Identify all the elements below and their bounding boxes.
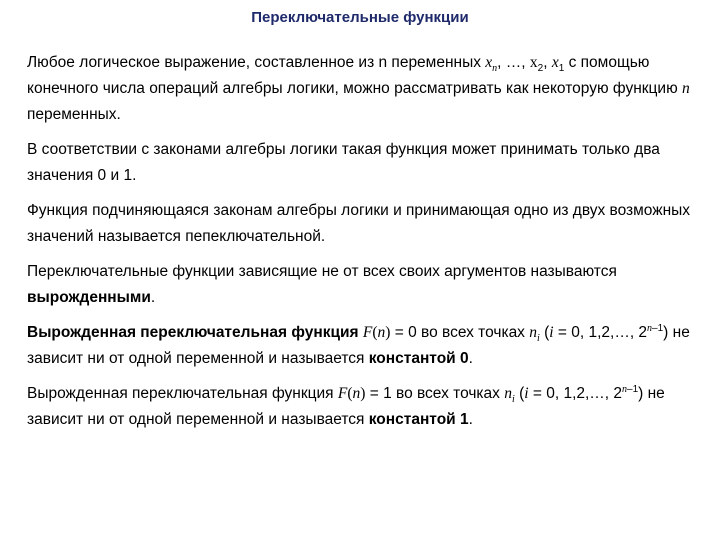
p1-text-3: , <box>543 54 552 71</box>
p6-F-arg: n <box>352 385 361 402</box>
p6-F: F <box>337 385 348 402</box>
var-xn: x <box>485 54 493 71</box>
p5-exp-n: n <box>647 322 653 334</box>
p5-F: F <box>362 324 373 341</box>
p6-exponent <box>622 384 638 395</box>
var-x2: x <box>529 54 538 71</box>
p6-exp-rest: –1 <box>627 383 639 395</box>
p5-text-3: = 0, 1,2,…, 2 <box>553 324 648 341</box>
var-x1: x <box>551 54 559 71</box>
p6-ni: n <box>504 385 512 402</box>
p6-i: i <box>524 385 529 402</box>
p6-paren-open: ( <box>347 385 353 402</box>
paragraph-5 <box>27 320 697 372</box>
p5-text-5: . <box>468 350 473 367</box>
p6-bold-constant: константой 1 <box>368 411 469 428</box>
p5-paren-close: ) <box>385 324 391 341</box>
p6-text-5: . <box>468 411 473 428</box>
slide-title: Переключательные функции <box>251 9 469 26</box>
paragraph-4 <box>27 259 697 311</box>
p4-text-1: Переключательные функции зависящие не от всех своих аргументов называются <box>27 263 617 280</box>
paragraph-2: В соответствии с законами алгебры логики такая функция может принимать только два значения 0 и 1. <box>27 141 660 184</box>
p5-F-arg: n <box>377 324 386 341</box>
p5-text-4: ) не зависит ни от одной переменной и называется <box>27 324 690 367</box>
p5-exponent <box>647 323 663 334</box>
p1-text-2: , …, <box>497 54 530 71</box>
p5-ni-sub: i <box>537 333 540 345</box>
p6-text-2: ( <box>514 385 525 402</box>
paragraph-3: Функция подчиняющаяся законам алгебры логики и принимающая одно из двух возможных значений называется пепеключательной. <box>27 202 691 245</box>
p5-exp-rest: –1 <box>652 322 664 334</box>
p6-text-3: = 0, 1,2,…, 2 <box>528 385 623 402</box>
p4-text-2: . <box>150 289 156 306</box>
p5-text-1: = 0 во всех точках <box>390 324 530 341</box>
var-xn-sub: n <box>492 63 498 75</box>
p5-paren-open: ( <box>372 324 378 341</box>
p6-text-1: = 1 во всех точках <box>365 385 505 402</box>
p4-bold-term: вырожденными <box>27 289 151 306</box>
p5-bold-lead: Вырожденная переключательная функция <box>27 324 363 341</box>
var-n: n <box>682 80 690 97</box>
p5-bold-constant: константой 0 <box>368 350 469 367</box>
p5-i: i <box>549 324 554 341</box>
p6-text-4: ) не зависит ни от одной переменной и называется <box>27 385 665 428</box>
p1-text-5: переменных. <box>27 106 121 123</box>
p6-paren-close: ) <box>360 385 366 402</box>
slide-content <box>27 50 697 442</box>
var-x1-sub: 1 <box>558 63 565 75</box>
p5-ni: n <box>529 324 537 341</box>
paragraph-1 <box>27 50 697 128</box>
p6-ni-sub: i <box>511 394 515 406</box>
p1-text-4: с помощью конечного числа операций алгебры логики, можно рассматривать как некоторую функцию <box>27 54 683 97</box>
paragraph-6 <box>27 381 697 433</box>
p6-text-0: Вырожденная переключательная функция <box>27 385 338 402</box>
p6-exp-n: n <box>622 383 628 395</box>
p5-text-2: ( <box>539 324 550 341</box>
p1-text-1: Любое логическое выражение, составленное из n переменных <box>27 54 486 71</box>
var-x2-sub: 2 <box>537 63 544 75</box>
